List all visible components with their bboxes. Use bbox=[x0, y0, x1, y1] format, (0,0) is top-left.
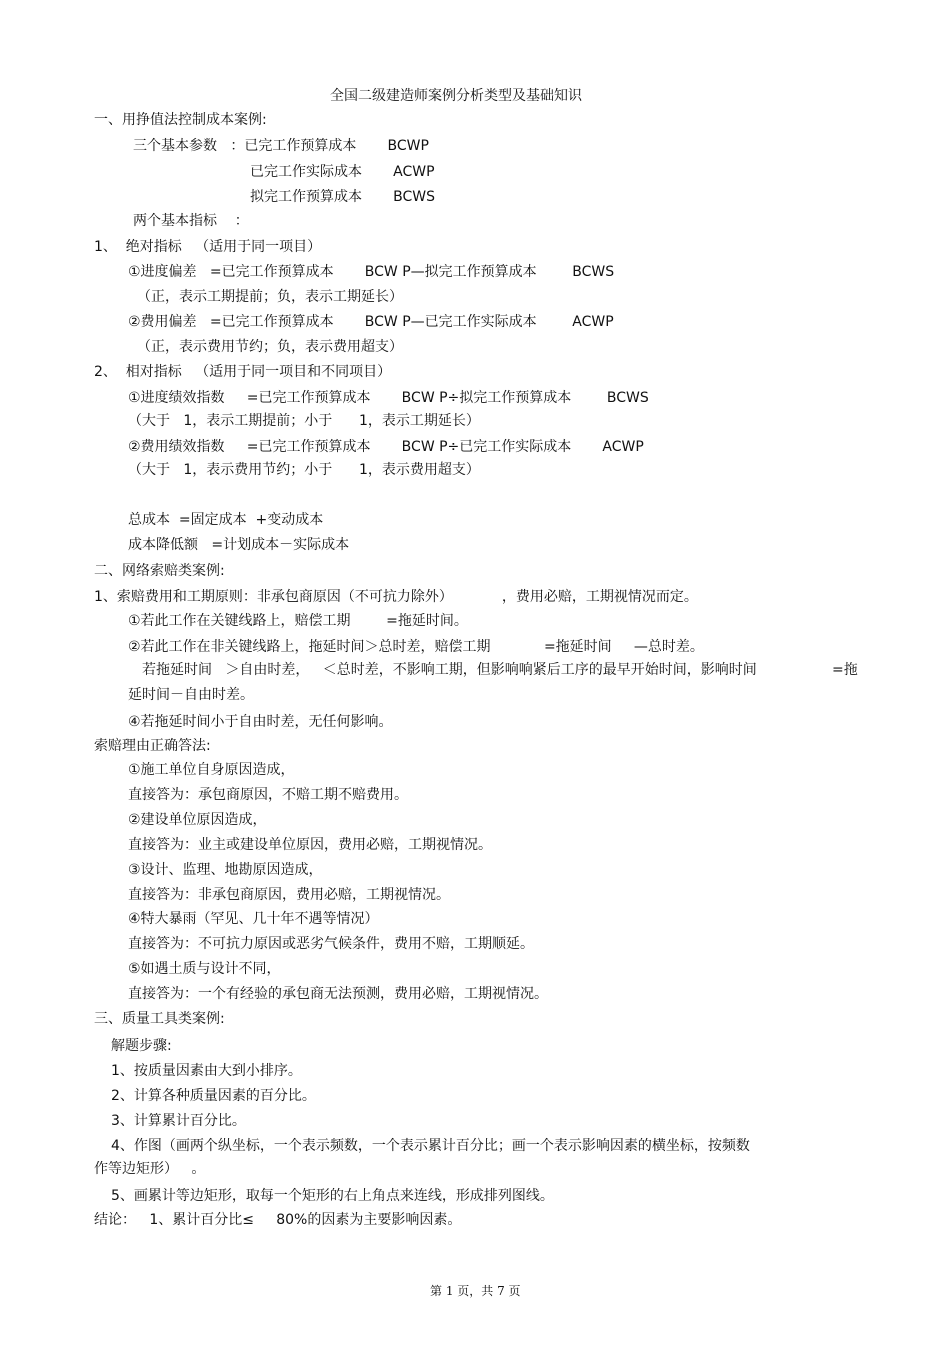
text-line: ②费用绩效指数 =已完工作预算成本 BCW P÷已完工作实际成本 ACWP bbox=[128, 439, 644, 455]
page-footer: 第 1 页，共 7 页 bbox=[430, 1284, 521, 1298]
text-line: =拖 bbox=[832, 662, 858, 678]
page-title: 全国二级建造师案例分析类型及基础知识 bbox=[330, 88, 582, 104]
text-line: 直接答为：承包商原因，不赔工期不赔费用。 bbox=[128, 787, 408, 803]
text-line: ②若此工作在非关键线路上，拖延时间＞总时差，赔偿工期 =拖延时间 —总时差。 bbox=[128, 639, 704, 655]
section-heading: 三、质量工具类案例: bbox=[94, 1011, 225, 1027]
text-line: 索赔理由正确答法: bbox=[94, 738, 211, 754]
text-line: 3、计算累计百分比。 bbox=[111, 1113, 246, 1129]
text-line: 直接答为：一个有经验的承包商无法预测，费用必赔，工期视情况。 bbox=[128, 986, 548, 1002]
text-line: 延时间－自由时差。 bbox=[128, 687, 254, 703]
text-line: 2、计算各种质量因素的百分比。 bbox=[111, 1088, 316, 1104]
text-line: 直接答为：业主或建设单位原因，费用必赔，工期视情况。 bbox=[128, 837, 492, 853]
text-line: 1、 绝对指标 （适用于同一项目） bbox=[94, 239, 322, 255]
text-line: 两个基本指标 ： bbox=[133, 213, 249, 229]
text-line: 5、画累计等边矩形，取每一个矩形的右上角点来连线，形成排列图线。 bbox=[111, 1188, 554, 1204]
text-line: （正，表示工期提前；负，表示工期延长） bbox=[137, 289, 403, 305]
text-line: 直接答为：不可抗力原因或恶劣气候条件，费用不赔，工期顺延。 bbox=[128, 936, 534, 952]
text-line: 三个基本参数 ：已完工作预算成本 BCWP bbox=[133, 138, 429, 154]
text-line: ③设计、监理、地勘原因造成， bbox=[128, 862, 323, 878]
text-line: 作等边矩形） 。 bbox=[94, 1161, 206, 1177]
text-line: 1、索赔费用和工期原则：非承包商原因（不可抗力除外） ，费用必赔，工期视情况而定。 bbox=[94, 589, 698, 605]
text-line: 2、 相对指标 （适用于同一项目和不同项目） bbox=[94, 364, 392, 380]
text-line: ⑤如遇土质与设计不同， bbox=[128, 961, 281, 977]
text-line: ④若拖延时间小于自由时差，无任何影响。 bbox=[128, 714, 393, 730]
text-line: 已完工作实际成本 ACWP bbox=[250, 164, 435, 180]
text-line: ①进度绩效指数 =已完工作预算成本 BCW P÷拟完工作预算成本 BCWS bbox=[128, 390, 649, 406]
text-line: ①施工单位自身原因造成， bbox=[128, 762, 295, 778]
text-line: （大于 1，表示工期提前；小于 1，表示工期延长） bbox=[128, 413, 480, 429]
text-line: 总成本 =固定成本 +变动成本 bbox=[128, 512, 324, 528]
section-heading: 一、用挣值法控制成本案例: bbox=[94, 112, 267, 128]
text-line: ②建设单位原因造成， bbox=[128, 812, 267, 828]
text-line: ②费用偏差 =已完工作预算成本 BCW P—已完工作实际成本 ACWP bbox=[128, 314, 614, 330]
text-line: 直接答为：非承包商原因，费用必赔，工期视情况。 bbox=[128, 887, 450, 903]
text-line: 4、作图（画两个纵坐标，一个表示频数，一个表示累计百分比；画一个表示影响因素的横坐标，按频数 bbox=[111, 1138, 750, 1154]
text-line: 若拖延时间 ＞自由时差， ＜总时差，不影响工期，但影响响紧后工序的最早开始时间，影响时间 bbox=[142, 662, 757, 678]
section-heading: 二、网络索赔类案例: bbox=[94, 563, 225, 579]
text-line: ①若此工作在关键线路上，赔偿工期 =拖延时间。 bbox=[128, 613, 468, 629]
text-line: （大于 1，表示费用节约；小于 1，表示费用超支） bbox=[128, 462, 480, 478]
text-line: 拟完工作预算成本 BCWS bbox=[250, 189, 436, 205]
text-line: （正，表示费用节约；负，表示费用超支） bbox=[137, 339, 403, 355]
text-line: 结论： 1、累计百分比≤ 80%的因素为主要影响因素。 bbox=[94, 1212, 462, 1228]
text-line: ④特大暴雨（罕见、几十年不遇等情况） bbox=[128, 911, 379, 927]
text-line: 1、按质量因素由大到小排序。 bbox=[111, 1063, 302, 1079]
text-line: 成本降低额 =计划成本－实际成本 bbox=[128, 537, 350, 553]
text-line: 解题步骤: bbox=[111, 1038, 172, 1054]
text-line: ①进度偏差 =已完工作预算成本 BCW P—拟完工作预算成本 BCWS bbox=[128, 264, 615, 280]
